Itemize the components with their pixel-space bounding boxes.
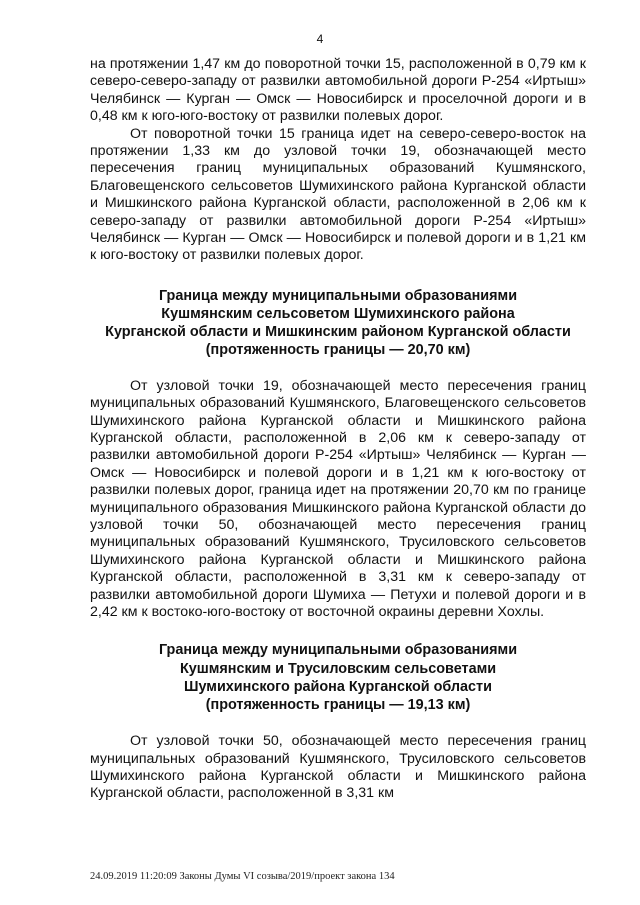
paragraph: От узловой точки 50, обозначающей место пересечения границ муниципальных образований Кушмянского, Трусиловского сельсоветов Шумихинского района Курганской области и Мишкинского района Курганской области, расположенной в 3,31 км xyxy=(90,733,586,802)
paragraph-continuation: на протяжении 1,47 км до поворотной точки 15, расположенной в 0,79 км к северо-северо-западу от развилки автомобильной дороги Р-254 «Иртыш» Челябинск — Курган — Омск — Новосибирск и проселочной дороги и в 0,48 км к юго-юго-востоку от развилки полевых дорог. xyxy=(90,56,586,125)
document-body xyxy=(90,56,586,803)
section-heading: Граница между муниципальными образованиями Кушмянским и Трусиловским сельсоветами Шумихинского района Курганской области (протяженность границы — 19,13 км) xyxy=(158,642,518,713)
page-number: 4 xyxy=(316,32,324,46)
paragraph: От поворотной точки 15 граница идет на северо-северо-восток на протяжении 1,33 км до узловой точки 19, обозначающей место пересечения границ муниципальных образований Кушмянского, Благовещенского сельсоветов Шумихинского района Курганской области и Мишкинского района Курганской области, расположенной в 2,06 км к северо-западу от развилки автомобильной дороги Р-254 «Иртыш» Челябинск — Курган — Омск — Новосибирск и полевой дороги и в 1,21 км к юго-востоку от развилки полевых дорог. xyxy=(90,125,586,264)
paragraph: От узловой точки 19, обозначающей место пересечения границ муниципальных образований Кушмянского, Благовещенского сельсоветов Шумихинского района Курганской области и Мишкинского района Курганской области, расположенной в 2,06 км к северо-западу от развилки автомобильной дороги Р-254 «Иртыш» Челябинск — Курган — Омск — Новосибирск и полевой дороги и в 1,21 км к юго-востоку от развилки полевых дорог, граница идет на протяжении 20,70 км по границе муниципального образования Мишкинского района Курганской области до узловой точки 50, обозначающей место пересечения границ муниципальных образований Кушмянского, Трусиловского сельсоветов Шумихинского района Курганской области и Мишкинского района Курганской области, расположенной в 3,31 км к северо-западу от развилки автомобильной дороги Шумиха — Петухи и полевой дороги и в 2,42 км к востоко-юго-востоку от восточной окраины деревни Хохлы. xyxy=(90,377,586,620)
section-heading: Граница между муниципальными образованиями Кушмянским сельсоветом Шумихинского района Курганской области и Мишкинским районом Курганской области (протяженность границы — 20,70 км) xyxy=(105,287,571,359)
document-footer: 24.09.2019 11:20:09 Законы Думы VI созыва/2019/проект закона 134 xyxy=(90,871,395,882)
